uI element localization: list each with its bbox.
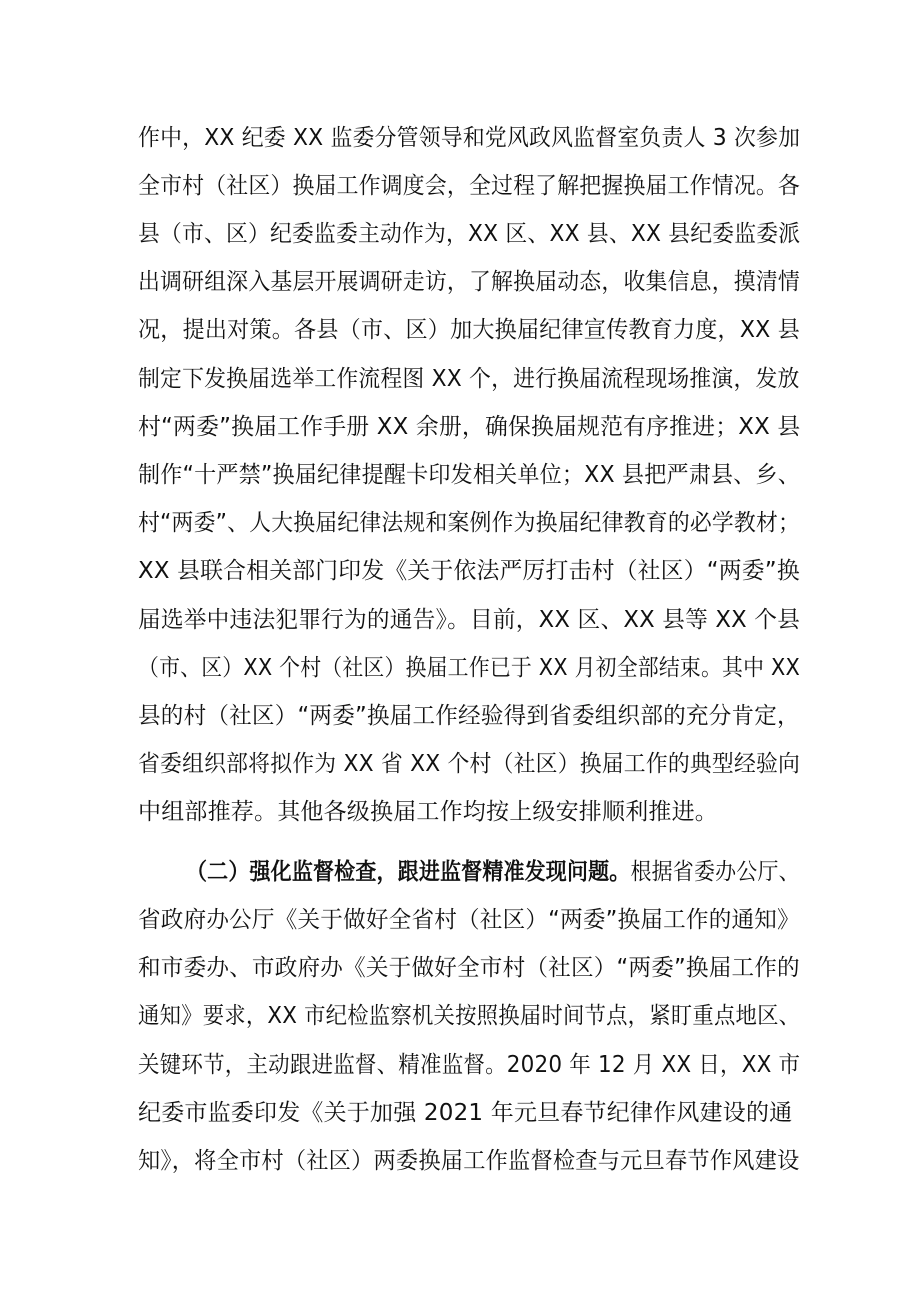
paragraph-1-line-2: 全市村（社区）换届工作调度会，全过程了解把握换届工作情况。各	[138, 173, 800, 199]
paragraph-1-line-10: XX 县联合相关部门印发《关于依法严厉打击村（社区）“两委”换	[138, 558, 800, 584]
paragraph-2-line-3: 和市委办、市政府办《关于做好全市村（社区）“两委”换届工作的	[138, 955, 800, 981]
paragraph-2-line-5: 关键环节，主动跟进监督、精准监督。2020 年 12 月 XX 日，XX 市	[138, 1052, 801, 1078]
paragraph-1-line-14: 省委组织部将拟作为 XX 省 XX 个村（社区）换届工作的典型经验向	[138, 751, 801, 777]
paragraph-2-line-4: 通知》要求，XX 市纪检监察机关按照换届时间节点，紧盯重点地区、	[138, 1003, 801, 1029]
paragraph-1-line-4: 出调研组深入基层开展调研走访，了解换届动态，收集信息，摸清情	[138, 269, 800, 295]
paragraph-1-line-12: （市、区）XX 个村（社区）换届工作已于 XX 月初全部结束。其中 XX	[138, 655, 800, 681]
paragraph-1-line-9: 村“两委”、人大换届纪律法规和案例作为换届纪律教育的必学教材；	[138, 510, 801, 536]
section-heading: （二）强化监督检查，跟进监督精准发现问题。	[186, 859, 631, 885]
paragraph-1-line-6: 制定下发换届选举工作流程图 XX 个，进行换届流程现场推演，发放	[138, 366, 800, 392]
paragraph-1-line-1: 作中，XX 纪委 XX 监委分管领导和党风政风监督室负责人 3 次参加	[138, 125, 801, 151]
paragraph-1-line-8: 制作“十严禁”换届纪律提醒卡印发相关单位；XX 县把严肃县、乡、	[138, 462, 801, 488]
paragraph-1-line-7: 村“两委”换届工作手册 XX 余册，确保换届规范有序推进；XX 县	[138, 414, 801, 440]
paragraph-2-line-2: 省政府办公厅《关于做好全省村（社区）“两委”换届工作的通知》	[138, 907, 800, 933]
paragraph-1-line-13: 县的村（社区）“两委”换届工作经验得到省委组织部的充分肯定，	[138, 703, 800, 729]
paragraph-2-line-1	[186, 857, 800, 887]
paragraph-2-line-1-rest: 根据省委办公厅、	[630, 859, 800, 885]
paragraph-2-line-6: 纪委市监委印发《关于加强 2021 年元旦春节纪律作风建设的通	[138, 1100, 793, 1126]
paragraph-1-line-5: 况，提出对策。各县（市、区）加大换届纪律宣传教育力度，XX 县	[138, 317, 801, 343]
paragraph-1-line-11: 届选举中违法犯罪行为的通告》。目前，XX 区、XX 县等 XX 个县	[138, 607, 801, 633]
paragraph-1-line-15: 中组部推荐。其他各级换届工作均按上级安排顺利推进。	[138, 799, 718, 825]
paragraph-1-line-3: 县（市、区）纪委监委主动作为，XX 区、XX 县、XX 县纪委监委派	[138, 221, 801, 247]
paragraph-2-line-7: 知》，将全市村（社区）两委换届工作监督检查与元旦春节作风建设	[138, 1148, 800, 1174]
